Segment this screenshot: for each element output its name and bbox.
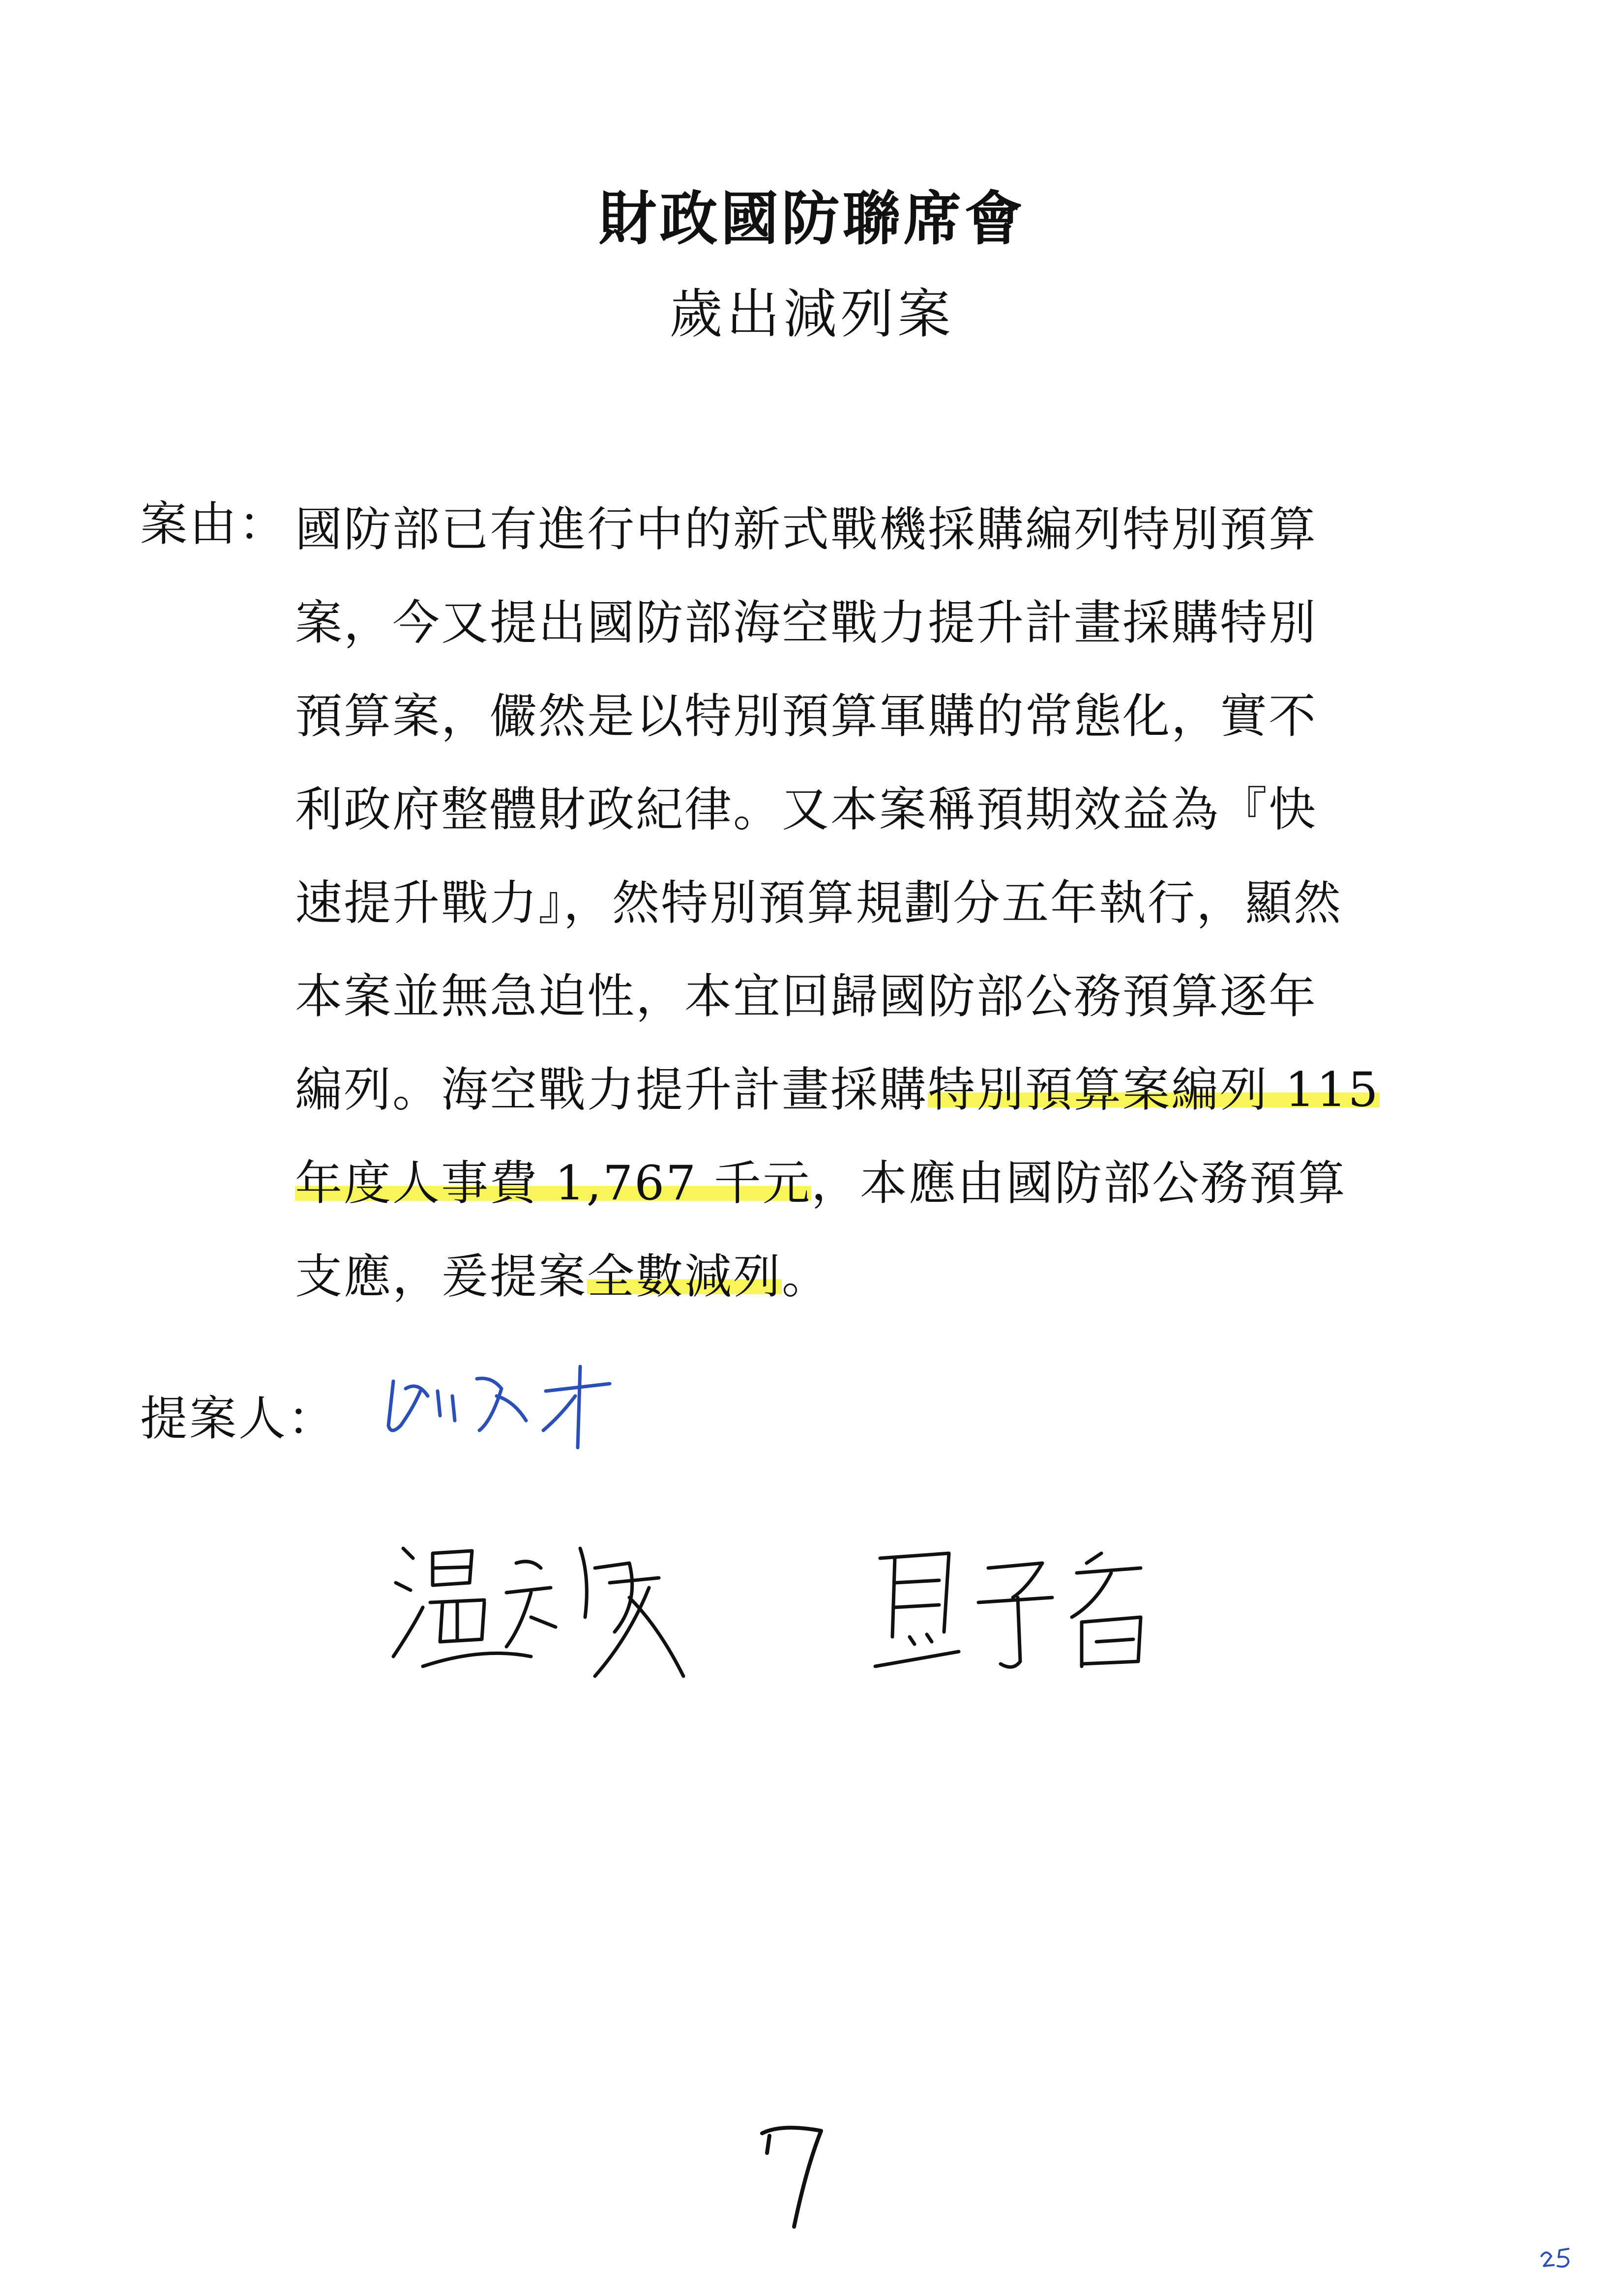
reason-text: 預算案，儼然是以特別預算軍購的常態化，實不	[295, 689, 1317, 744]
reason-text: 。	[782, 1249, 830, 1304]
reason-line	[295, 483, 1475, 576]
handwritten-corner-mark	[1539, 2241, 1578, 2271]
reason-line	[295, 856, 1475, 950]
reason-text: 國防部已有進行中的新式戰機採購編列特別預算	[295, 502, 1317, 557]
signature-proposer-2	[384, 1529, 698, 1691]
reason-line	[295, 1230, 1475, 1323]
reason-line	[295, 1043, 1475, 1136]
highlighted-text: 特別預算案編列 115	[928, 1062, 1380, 1117]
signature-black-ink-1	[384, 1529, 698, 1691]
reason-line	[295, 763, 1475, 856]
proposer-label: 提案人：	[140, 1391, 337, 1446]
highlighted-text: 全數減列	[587, 1249, 782, 1304]
handwritten-page-number	[747, 2109, 846, 2237]
reason-text: 支應，爰提案	[295, 1249, 587, 1304]
reason-text: 編列。海空戰力提升計畫採購	[295, 1062, 928, 1117]
reason-line	[295, 1136, 1475, 1230]
document-subtitle: 歲出減列案	[669, 284, 955, 345]
reason-line	[295, 669, 1475, 763]
reason-body	[295, 483, 1475, 1323]
reason-text: 利政府整體財政紀律。又本案稱預期效益為『快	[295, 782, 1317, 837]
reason-text: 本案並無急迫性，本宜回歸國防部公務預算逐年	[295, 969, 1317, 1024]
document-title: 財政國防聯席會	[598, 184, 1026, 253]
signature-blue-ink	[379, 1362, 634, 1455]
reason-line	[295, 576, 1475, 669]
reason-text: ，本應由國防部公務預算	[811, 1156, 1347, 1211]
reason-line	[295, 950, 1475, 1043]
highlighted-text: 年度人事費 1,767 千元	[295, 1156, 811, 1211]
reason-label: 案由：	[140, 496, 288, 552]
signature-black-ink-2	[865, 1539, 1170, 1686]
signature-proposer-1	[379, 1362, 634, 1455]
signature-proposer-3	[865, 1539, 1170, 1686]
reason-text: 案，今又提出國防部海空戰力提升計畫採購特別	[295, 595, 1317, 650]
reason-text: 速提升戰力』，然特別預算規劃分五年執行，顯然	[295, 875, 1342, 930]
